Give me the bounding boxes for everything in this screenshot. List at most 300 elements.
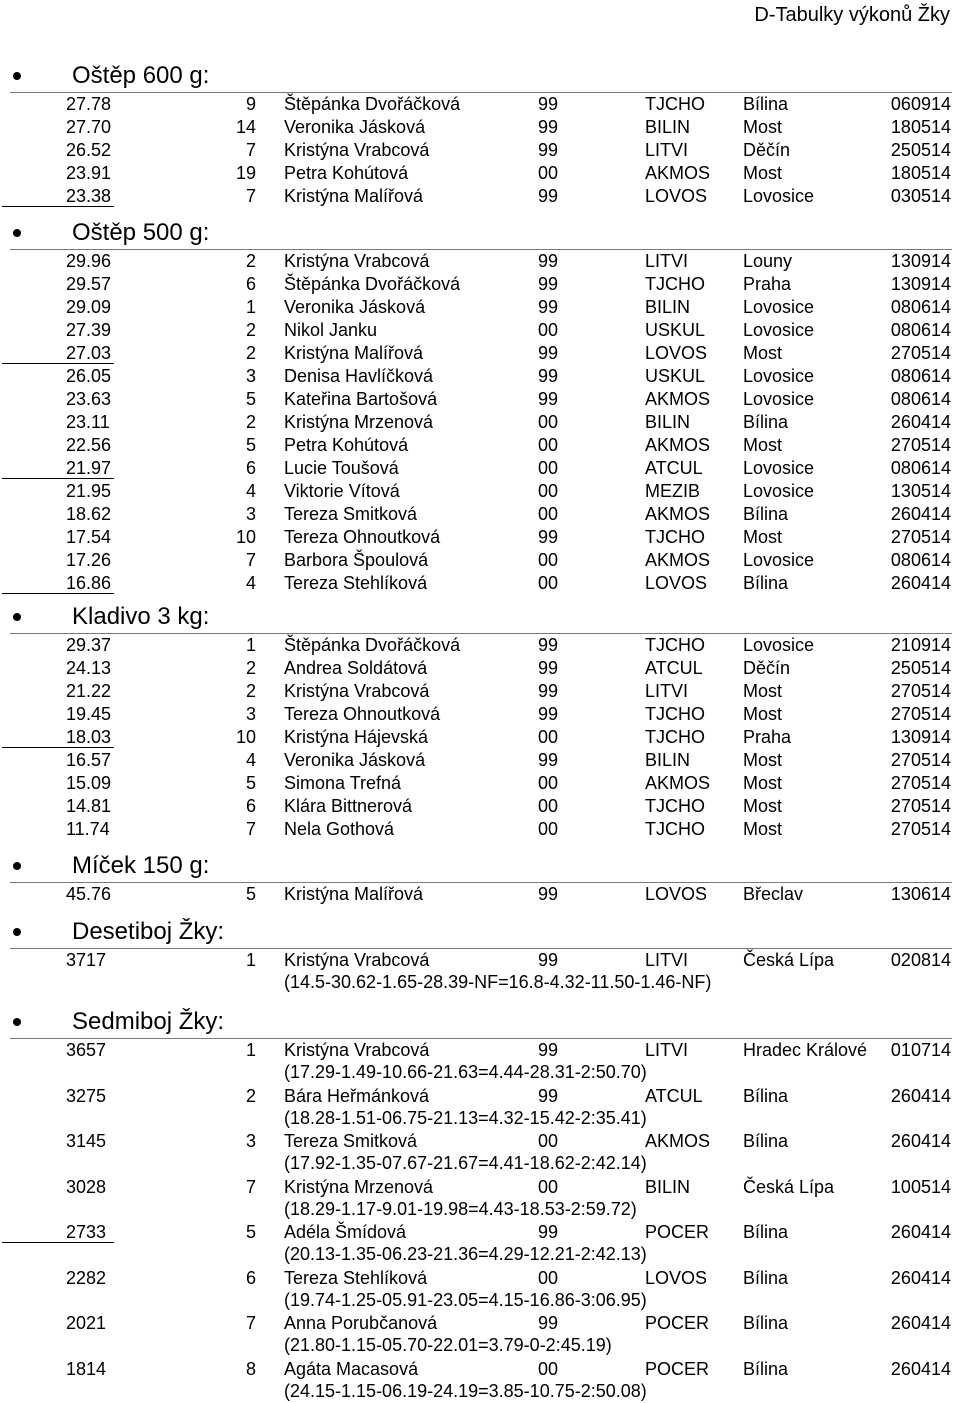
birth-year: 00 (538, 726, 558, 749)
rank-value: 8 (246, 1358, 256, 1381)
event-date: 270514 (891, 342, 951, 365)
result-row (0, 749, 960, 772)
birth-year: 00 (538, 411, 558, 434)
event-split-details: (19.74-1.25-05.91-23.05=4.15-16.86-3:06.95) (284, 1289, 647, 1312)
result-value: 18.03 (66, 726, 111, 749)
event-date: 260414 (891, 1221, 951, 1244)
athlete-name: Andrea Soldátová (284, 657, 427, 680)
venue-city: Most (743, 818, 782, 841)
club-code: BILIN (645, 1176, 690, 1199)
birth-year: 99 (538, 342, 558, 365)
rank-value: 5 (246, 434, 256, 457)
result-underline (2, 206, 114, 207)
result-row (0, 949, 960, 995)
rank-value: 5 (246, 1221, 256, 1244)
event-split-details: (14.5-30.62-1.65-28.39-NF=16.8-4.32-11.50-1.46-NF) (284, 971, 711, 994)
rank-value: 7 (246, 185, 256, 208)
result-row (0, 634, 960, 657)
venue-city: Lovosice (743, 185, 814, 208)
rank-value: 6 (246, 795, 256, 818)
section-heading (0, 59, 960, 93)
club-code: MEZIB (645, 480, 700, 503)
rank-value: 1 (246, 634, 256, 657)
result-row (0, 480, 960, 503)
result-value: 21.97 (66, 457, 111, 480)
athlete-name: Klára Bittnerová (284, 795, 412, 818)
section-title: Kladivo 3 kg: (72, 600, 209, 634)
result-value: 27.03 (66, 342, 111, 365)
venue-city: Lovosice (743, 457, 814, 480)
result-row (0, 1221, 960, 1267)
athlete-name: Kristýna Malířová (284, 883, 423, 906)
result-value: 22.56 (66, 434, 111, 457)
event-date: 010714 (891, 1039, 951, 1062)
event-date: 130914 (891, 273, 951, 296)
result-row (0, 411, 960, 434)
event-split-details: (17.29-1.49-10.66-21.63=4.44-28.31-2:50.70) (284, 1061, 647, 1084)
venue-city: Most (743, 749, 782, 772)
event-date: 270514 (891, 703, 951, 726)
birth-year: 99 (538, 139, 558, 162)
rank-value: 7 (246, 549, 256, 572)
club-code: AKMOS (645, 388, 710, 411)
venue-city: Bílina (743, 93, 788, 116)
event-date: 260414 (891, 411, 951, 434)
result-row (0, 657, 960, 680)
event-date: 060914 (891, 93, 951, 116)
rank-value: 2 (246, 1085, 256, 1108)
club-code: AKMOS (645, 434, 710, 457)
event-date: 270514 (891, 680, 951, 703)
section-title: Oštěp 500 g: (72, 216, 209, 250)
birth-year: 99 (538, 388, 558, 411)
rank-value: 3 (246, 365, 256, 388)
rank-value: 6 (246, 273, 256, 296)
rank-value: 3 (246, 1130, 256, 1153)
bullet-icon (13, 229, 21, 237)
birth-year: 99 (538, 1039, 558, 1062)
venue-city: Břeclav (743, 883, 803, 906)
event-date: 270514 (891, 795, 951, 818)
result-row (0, 726, 960, 749)
result-row (0, 162, 960, 185)
club-code: LITVI (645, 680, 688, 703)
venue-city: Most (743, 116, 782, 139)
result-row (0, 388, 960, 411)
birth-year: 99 (538, 657, 558, 680)
venue-city: Most (743, 795, 782, 818)
rank-value: 1 (246, 296, 256, 319)
venue-city: Most (743, 342, 782, 365)
bullet-icon (13, 1018, 21, 1026)
event-date: 260414 (891, 1358, 951, 1381)
result-row (0, 116, 960, 139)
result-value: 15.09 (66, 772, 111, 795)
birth-year: 99 (538, 93, 558, 116)
athlete-name: Kristýna Vrabcová (284, 250, 429, 273)
result-row (0, 185, 960, 208)
section-heading (0, 1005, 960, 1039)
venue-city: Bílina (743, 1221, 788, 1244)
result-row (0, 1039, 960, 1085)
section-block (0, 915, 960, 995)
result-value: 3717 (66, 949, 106, 972)
athlete-name: Nikol Janku (284, 319, 377, 342)
birth-year: 00 (538, 457, 558, 480)
birth-year: 99 (538, 365, 558, 388)
club-code: TJCHO (645, 818, 705, 841)
rank-value: 4 (246, 480, 256, 503)
result-row (0, 1085, 960, 1131)
result-value: 2733 (66, 1221, 106, 1244)
result-value: 21.22 (66, 680, 111, 703)
athlete-name: Agáta Macasová (284, 1358, 418, 1381)
result-value: 45.76 (66, 883, 111, 906)
result-row (0, 250, 960, 273)
club-code: BILIN (645, 296, 690, 319)
result-row (0, 139, 960, 162)
event-date: 270514 (891, 526, 951, 549)
venue-city: Bílina (743, 1085, 788, 1108)
result-value: 29.37 (66, 634, 111, 657)
venue-city: Lovosice (743, 319, 814, 342)
event-date: 130914 (891, 250, 951, 273)
result-value: 23.91 (66, 162, 111, 185)
club-code: BILIN (645, 749, 690, 772)
event-date: 260414 (891, 1267, 951, 1290)
club-code: POCER (645, 1358, 709, 1381)
event-date: 270514 (891, 818, 951, 841)
venue-city: Most (743, 703, 782, 726)
athlete-name: Kristýna Vrabcová (284, 680, 429, 703)
athlete-name: Štěpánka Dvořáčková (284, 273, 460, 296)
result-value: 29.09 (66, 296, 111, 319)
rank-value: 10 (236, 726, 256, 749)
result-value: 2021 (66, 1312, 106, 1335)
result-row (0, 1358, 960, 1403)
result-row (0, 1267, 960, 1313)
section-block (0, 1005, 960, 1403)
result-row (0, 342, 960, 365)
venue-city: Bílina (743, 1312, 788, 1335)
result-row (0, 703, 960, 726)
result-value: 16.86 (66, 572, 111, 595)
rank-value: 9 (246, 93, 256, 116)
event-date: 250514 (891, 139, 951, 162)
birth-year: 99 (538, 1221, 558, 1244)
result-row (0, 818, 960, 841)
result-value: 27.78 (66, 93, 111, 116)
birth-year: 00 (538, 1358, 558, 1381)
event-date: 180514 (891, 116, 951, 139)
venue-city: Most (743, 162, 782, 185)
athlete-name: Simona Trefná (284, 772, 401, 795)
event-split-details: (18.28-1.51-06.75-21.13=4.32-15.42-2:35.41) (284, 1107, 647, 1130)
event-date: 270514 (891, 749, 951, 772)
venue-city: Most (743, 680, 782, 703)
event-date: 130514 (891, 480, 951, 503)
athlete-name: Petra Kohútová (284, 162, 408, 185)
club-code: AKMOS (645, 1130, 710, 1153)
result-value: 23.38 (66, 185, 111, 208)
event-split-details: (17.92-1.35-07.67-21.67=4.41-18.62-2:42.14) (284, 1152, 647, 1175)
event-date: 260414 (891, 1085, 951, 1108)
rank-value: 10 (236, 526, 256, 549)
result-value: 26.05 (66, 365, 111, 388)
athlete-name: Kristýna Mrzenová (284, 411, 433, 434)
venue-city: Lovosice (743, 388, 814, 411)
club-code: TJCHO (645, 703, 705, 726)
result-underline (2, 1242, 114, 1243)
club-code: POCER (645, 1312, 709, 1335)
rank-value: 4 (246, 572, 256, 595)
result-row (0, 772, 960, 795)
venue-city: Bílina (743, 411, 788, 434)
birth-year: 99 (538, 703, 558, 726)
club-code: LITVI (645, 1039, 688, 1062)
club-code: TJCHO (645, 634, 705, 657)
result-row (0, 457, 960, 480)
club-code: BILIN (645, 116, 690, 139)
rank-value: 7 (246, 818, 256, 841)
rank-value: 7 (246, 1176, 256, 1199)
event-date: 080614 (891, 365, 951, 388)
bullet-icon (13, 928, 21, 936)
athlete-name: Štěpánka Dvořáčková (284, 634, 460, 657)
athlete-name: Anna Porubčanová (284, 1312, 437, 1335)
event-split-details: (24.15-1.15-06.19-24.19=3.85-10.75-2:50.08) (284, 1380, 647, 1403)
result-underline (2, 747, 114, 748)
event-split-details: (20.13-1.35-06.23-21.36=4.29-12.21-2:42.13) (284, 1243, 647, 1266)
athlete-name: Adéla Šmídová (284, 1221, 406, 1244)
event-date: 260414 (891, 572, 951, 595)
result-value: 3275 (66, 1085, 106, 1108)
athlete-name: Kristýna Malířová (284, 342, 423, 365)
event-date: 260414 (891, 1130, 951, 1153)
athlete-name: Veronika Jásková (284, 749, 425, 772)
birth-year: 00 (538, 480, 558, 503)
birth-year: 00 (538, 319, 558, 342)
event-date: 030514 (891, 185, 951, 208)
event-date: 250514 (891, 657, 951, 680)
birth-year: 99 (538, 1085, 558, 1108)
page-header: D-Tabulky výkonů Žky (754, 2, 950, 28)
athlete-name: Kristýna Hájevská (284, 726, 428, 749)
rank-value: 2 (246, 657, 256, 680)
venue-city: Praha (743, 273, 791, 296)
birth-year: 00 (538, 1267, 558, 1290)
result-value: 2282 (66, 1267, 106, 1290)
venue-city: Bílina (743, 503, 788, 526)
venue-city: Praha (743, 726, 791, 749)
result-row (0, 503, 960, 526)
birth-year: 99 (538, 296, 558, 319)
section-title: Oštěp 600 g: (72, 59, 209, 93)
club-code: AKMOS (645, 162, 710, 185)
club-code: POCER (645, 1221, 709, 1244)
birth-year: 99 (538, 949, 558, 972)
club-code: LOVOS (645, 883, 707, 906)
result-row (0, 434, 960, 457)
club-code: ATCUL (645, 1085, 703, 1108)
venue-city: Most (743, 526, 782, 549)
club-code: ATCUL (645, 657, 703, 680)
section-heading (0, 915, 960, 949)
result-value: 3657 (66, 1039, 106, 1062)
result-value: 27.70 (66, 116, 111, 139)
venue-city: Bílina (743, 572, 788, 595)
event-date: 080614 (891, 388, 951, 411)
club-code: TJCHO (645, 273, 705, 296)
venue-city: Bílina (743, 1130, 788, 1153)
birth-year: 99 (538, 116, 558, 139)
club-code: AKMOS (645, 549, 710, 572)
club-code: TJCHO (645, 93, 705, 116)
result-value: 29.96 (66, 250, 111, 273)
athlete-name: Nela Gothová (284, 818, 394, 841)
event-date: 130614 (891, 883, 951, 906)
birth-year: 00 (538, 772, 558, 795)
bullet-icon (13, 72, 21, 80)
result-value: 23.63 (66, 388, 111, 411)
club-code: LITVI (645, 250, 688, 273)
section-block (0, 849, 960, 906)
venue-city: Lovosice (743, 549, 814, 572)
event-date: 080614 (891, 319, 951, 342)
section-block (0, 600, 960, 841)
birth-year: 00 (538, 572, 558, 595)
rank-value: 6 (246, 457, 256, 480)
birth-year: 99 (538, 680, 558, 703)
athlete-name: Tereza Smitková (284, 503, 417, 526)
event-date: 130914 (891, 726, 951, 749)
result-row (0, 273, 960, 296)
venue-city: Lovosice (743, 634, 814, 657)
event-date: 180514 (891, 162, 951, 185)
rank-value: 5 (246, 388, 256, 411)
section-heading (0, 216, 960, 250)
athlete-name: Kristýna Mrzenová (284, 1176, 433, 1199)
athlete-name: Kristýna Vrabcová (284, 1039, 429, 1062)
athlete-name: Kristýna Vrabcová (284, 949, 429, 972)
birth-year: 00 (538, 162, 558, 185)
result-row (0, 365, 960, 388)
athlete-name: Petra Kohútová (284, 434, 408, 457)
club-code: BILIN (645, 411, 690, 434)
club-code: ATCUL (645, 457, 703, 480)
result-row (0, 680, 960, 703)
club-code: TJCHO (645, 726, 705, 749)
rank-value: 2 (246, 342, 256, 365)
athlete-name: Tereza Ohnoutková (284, 526, 440, 549)
event-date: 270514 (891, 772, 951, 795)
athlete-name: Tereza Ohnoutková (284, 703, 440, 726)
venue-city: Bílina (743, 1358, 788, 1381)
athlete-name: Kristýna Malířová (284, 185, 423, 208)
result-row (0, 319, 960, 342)
rank-value: 6 (246, 1267, 256, 1290)
venue-city: Děčín (743, 657, 790, 680)
result-row (0, 549, 960, 572)
event-date: 080614 (891, 296, 951, 319)
result-value: 16.57 (66, 749, 111, 772)
result-row (0, 795, 960, 818)
birth-year: 00 (538, 434, 558, 457)
birth-year: 99 (538, 526, 558, 549)
result-underline (2, 593, 114, 594)
venue-city: Most (743, 772, 782, 795)
result-row (0, 572, 960, 595)
club-code: LOVOS (645, 185, 707, 208)
rank-value: 7 (246, 139, 256, 162)
venue-city: Lovosice (743, 296, 814, 319)
venue-city: Česká Lípa (743, 1176, 834, 1199)
result-value: 17.26 (66, 549, 111, 572)
athlete-name: Denisa Havlíčková (284, 365, 433, 388)
athlete-name: Tereza Stehlíková (284, 1267, 427, 1290)
event-date: 260414 (891, 503, 951, 526)
rank-value: 5 (246, 883, 256, 906)
birth-year: 00 (538, 818, 558, 841)
venue-city: Most (743, 434, 782, 457)
result-row (0, 883, 960, 906)
rank-value: 5 (246, 772, 256, 795)
rank-value: 1 (246, 1039, 256, 1062)
athlete-name: Tereza Stehlíková (284, 572, 427, 595)
rank-value: 2 (246, 250, 256, 273)
bullet-icon (13, 613, 21, 621)
event-date: 100514 (891, 1176, 951, 1199)
club-code: LOVOS (645, 572, 707, 595)
athlete-name: Veronika Jásková (284, 296, 425, 319)
result-value: 3145 (66, 1130, 106, 1153)
athlete-name: Štěpánka Dvořáčková (284, 93, 460, 116)
birth-year: 00 (538, 503, 558, 526)
event-split-details: (18.29-1.17-9.01-19.98=4.43-18.53-2:59.72) (284, 1198, 637, 1221)
club-code: AKMOS (645, 503, 710, 526)
venue-city: Děčín (743, 139, 790, 162)
rank-value: 4 (246, 749, 256, 772)
result-row (0, 1312, 960, 1358)
birth-year: 99 (538, 1312, 558, 1335)
result-value: 1814 (66, 1358, 106, 1381)
result-value: 23.11 (66, 411, 110, 434)
result-value: 3028 (66, 1176, 106, 1199)
birth-year: 99 (538, 185, 558, 208)
result-value: 24.13 (66, 657, 111, 680)
section-block (0, 216, 960, 595)
event-date: 270514 (891, 434, 951, 457)
event-date: 080614 (891, 549, 951, 572)
athlete-name: Veronika Jásková (284, 116, 425, 139)
result-value: 29.57 (66, 273, 111, 296)
birth-year: 99 (538, 883, 558, 906)
result-row (0, 1130, 960, 1176)
result-row (0, 296, 960, 319)
result-value: 17.54 (66, 526, 111, 549)
venue-city: Louny (743, 250, 792, 273)
birth-year: 99 (538, 250, 558, 273)
birth-year: 99 (538, 273, 558, 296)
club-code: LOVOS (645, 1267, 707, 1290)
rank-value: 14 (236, 116, 256, 139)
athlete-name: Viktorie Vítová (284, 480, 400, 503)
result-value: 14.81 (66, 795, 111, 818)
rank-value: 7 (246, 1312, 256, 1335)
event-date: 260414 (891, 1312, 951, 1335)
athlete-name: Tereza Smitková (284, 1130, 417, 1153)
venue-city: Česká Lípa (743, 949, 834, 972)
